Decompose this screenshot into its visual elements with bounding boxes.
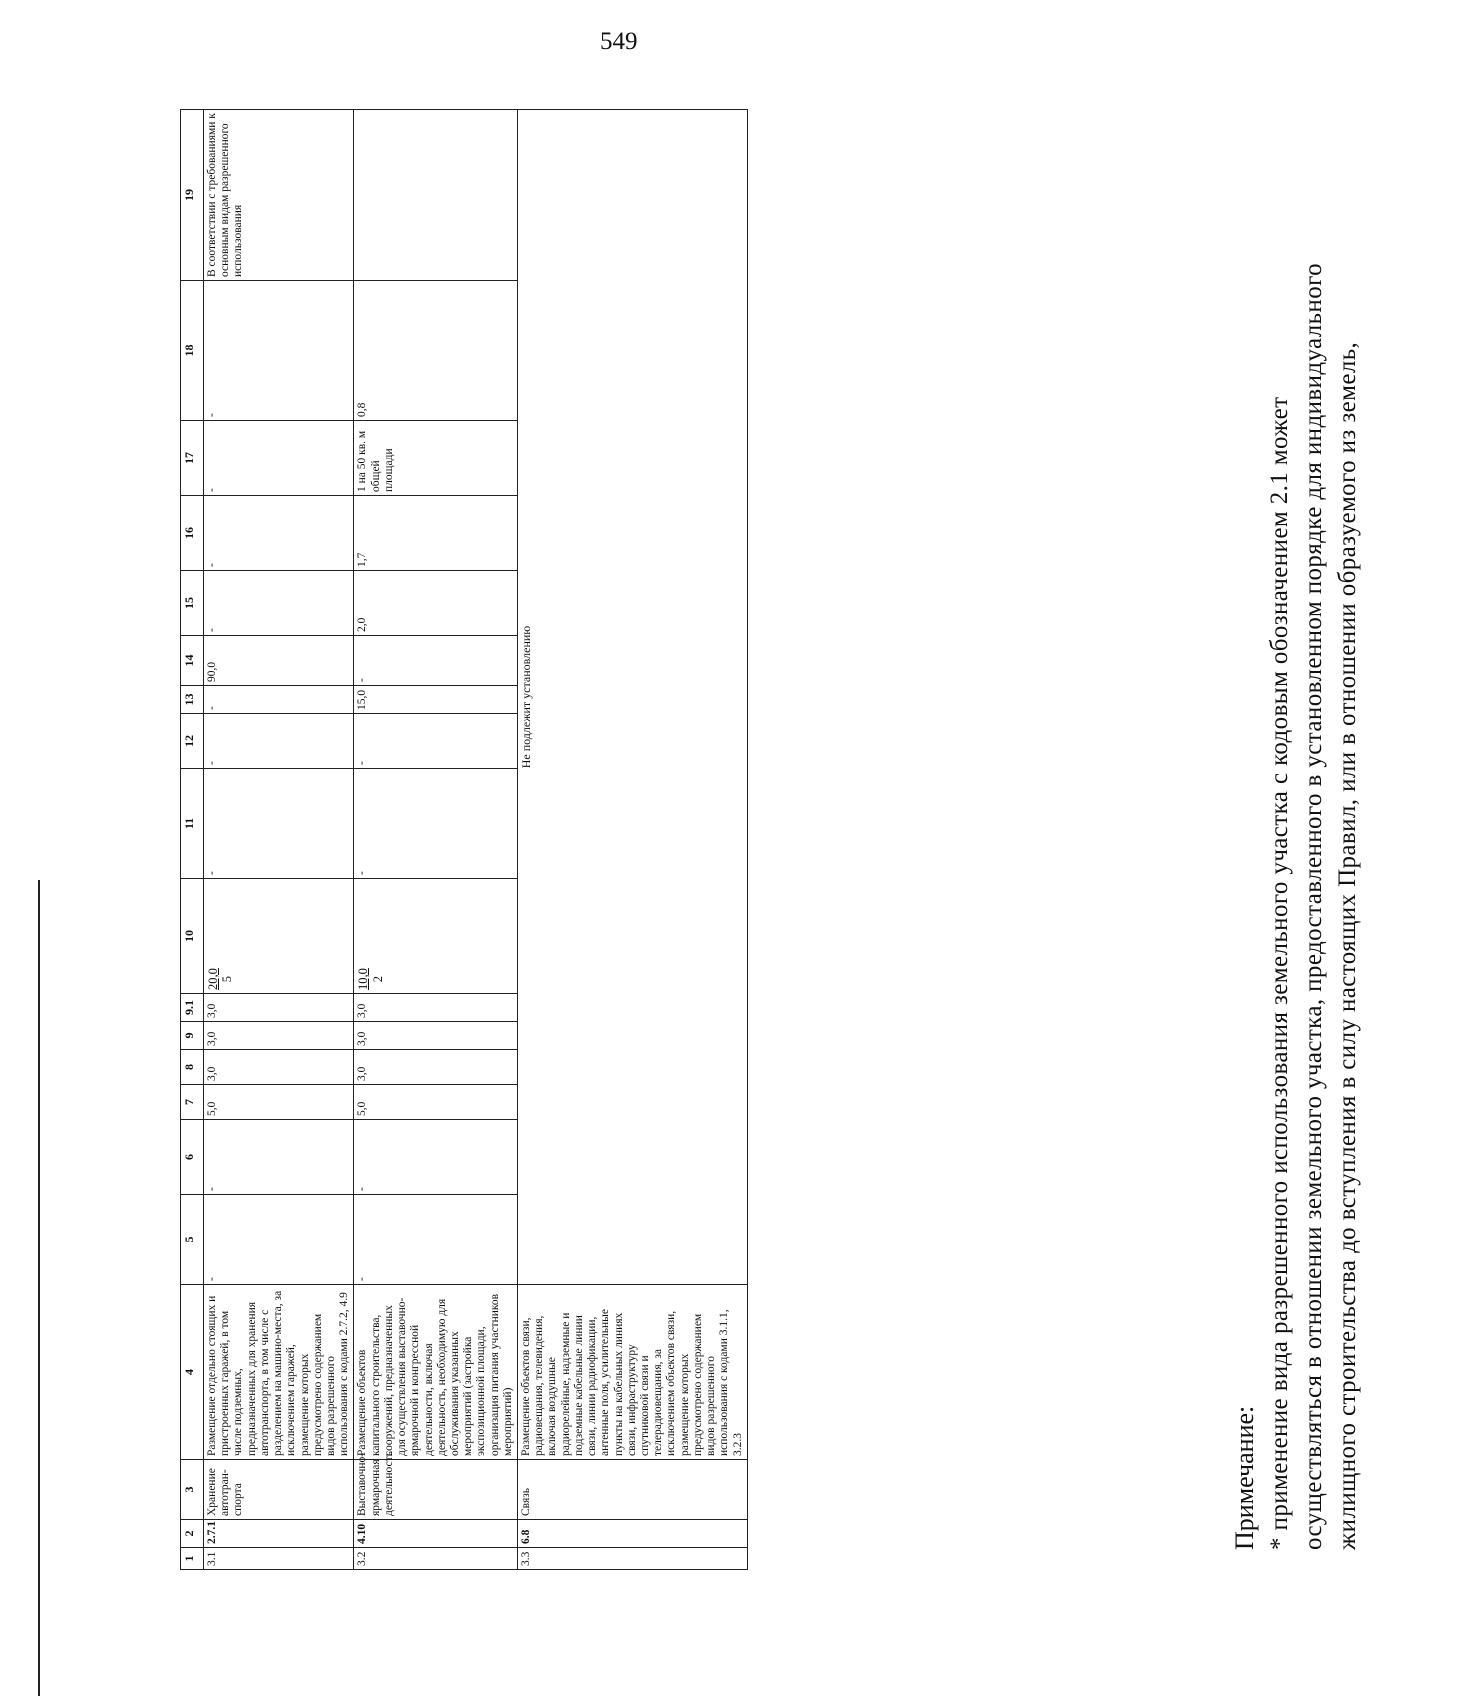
cell: - [204,769,354,879]
table-row [204,110,354,1570]
cell: 2,0 [354,571,518,636]
cell: - [204,496,354,571]
fraction-denominator: 5 [220,975,235,983]
header-cell: 1 [181,1548,204,1570]
note-line: осуществляться в отношении земельного участка, предоставленного в установленном порядке для индивидуального [1300,262,1327,1550]
cell: - [354,636,518,686]
use-code: 4.10 [354,1520,518,1548]
cell: - [204,714,354,769]
header-cell: 12 [181,714,204,769]
header-cell: 5 [181,1195,204,1285]
header-cell: 9.1 [181,994,204,1022]
cell: - [354,769,518,879]
row-number: 3.2 [354,1548,518,1570]
cell: 1,7 [354,496,518,571]
header-cell: 16 [181,496,204,571]
cell: 5,0 [354,1085,518,1120]
use-code: 2.7.1 [204,1520,354,1548]
header-cell: 7 [181,1085,204,1120]
note-line: жилищного строительства до вступления в силу настоящих Правил, или в отношении образуемого из земель, [1334,341,1361,1550]
header-row [181,110,204,1570]
header-cell: 9 [181,1022,204,1050]
use-name: Связь [518,1460,748,1520]
note-line: * применение вида разрешенного использования земельного участка с кодовым обозначением 2.1 может [1266,396,1293,1550]
fraction-cell [354,879,518,994]
header-cell: 3 [181,1460,204,1520]
cell: - [204,421,354,496]
use-name: Хранение автотран-спорта [204,1460,354,1520]
cell: 15,0 [354,686,518,714]
land-use-table [180,109,748,1570]
header-cell: 18 [181,281,204,421]
use-description: Размещение объектов капитального строительства, сооружений, предназначенных для осуществления выставочно-ярмарочной и конгрессной деятельности, включая деятельность, необходимую для обслуживания указанных мероприятий (застройка экспозиционной площади, организация питания участников мероприятий) [354,1285,518,1460]
row-number: 3.3 [518,1548,748,1570]
rotated-table-container [180,110,980,1570]
cell: 0,8 [354,281,518,421]
cell: 3,0 [204,1050,354,1085]
cell: - [204,686,354,714]
header-cell: 6 [181,1120,204,1195]
row-number: 3.1 [204,1548,354,1570]
fraction-numerator: 10,0 [356,968,371,990]
table-row [518,110,748,1570]
cell: В соответствии с требованиями к основным видам разрешенного использования [204,110,354,281]
cell: - [204,281,354,421]
header-cell: 17 [181,421,204,496]
cell: 90,0 [204,636,354,686]
cell: - [354,714,518,769]
cell: - [354,1195,518,1285]
cell: 3,0 [354,1022,518,1050]
header-cell: 11 [181,769,204,879]
cell: - [204,1195,354,1285]
header-cell: 8 [181,1050,204,1085]
cell: 3,0 [204,1022,354,1050]
fraction-cell [204,879,354,994]
header-cell: 4 [181,1285,204,1460]
header-cell: 14 [181,636,204,686]
fraction-numerator: 20,0 [206,968,220,990]
note-title: Примечание: [1230,1405,1259,1550]
use-name: Выставочно-ярмарочная деятельность [354,1460,518,1520]
header-cell: 13 [181,686,204,714]
margin-rule [38,880,40,1696]
fraction-denominator: 2 [370,975,385,983]
cell: - [204,1120,354,1195]
cell: 3,0 [354,994,518,1022]
merged-cell-not-established: Не подлежит установлению [518,110,748,1285]
table-row [354,110,518,1570]
header-cell: 10 [181,879,204,994]
cell: 5,0 [204,1085,354,1120]
cell [354,110,518,281]
note-block [1230,50,1460,1550]
page-number: 549 [600,28,638,55]
header-cell: 15 [181,571,204,636]
fraction [356,968,385,990]
use-code: 6.8 [518,1520,748,1548]
use-description: Размещение отдельно стоящих и пристроенных гаражей, в том числе подземных, предназначенных для хранения автотранспорта, в том числе с разделением на машино-места, за исключением гаражей, размещение которых предусмотрено содержанием видов разрешенного использования с кодами 2.7.2, 4.9 [204,1285,354,1460]
use-description: Размещение объектов связи, радиовещания, телевидения, включая воздушные радиорелейные, надземные и подземные кабельные линии связи, линии радиофикации, антенные поля, усилительные пункты на кабельных линиях связи, инфраструктуру спутниковой связи и телерадиовещания, за исключением объектов связи, размещение которых предусмотрено содержанием видов разрешенного использования с кодами 3.1.1, 3.2.3 [518,1285,748,1460]
cell: - [354,1120,518,1195]
header-cell: 2 [181,1520,204,1548]
fraction [206,968,235,990]
cell: 3,0 [354,1050,518,1085]
cell: - [204,571,354,636]
cell: 3,0 [204,994,354,1022]
cell: 1 на 50 кв. м общей площади [354,421,518,496]
header-cell: 19 [181,110,204,281]
